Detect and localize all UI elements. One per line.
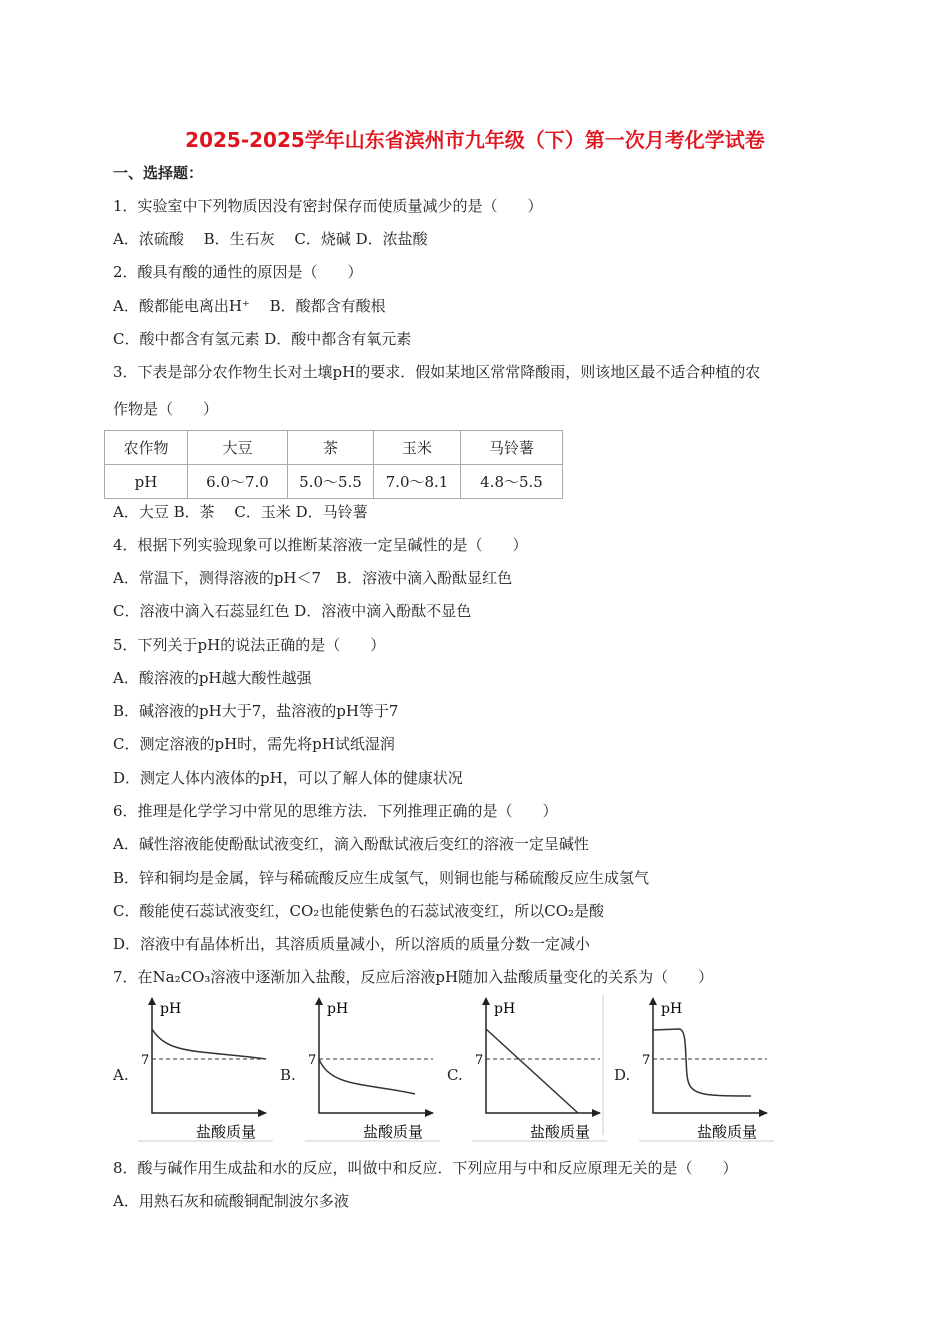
question-1: 1．实验室中下列物质因没有密封保存而使质量减少的是（ ） <box>113 197 543 215</box>
question-6-option-d: D．溶液中有晶体析出，其溶质质量减小，所以溶质的质量分数一定减小 <box>113 935 591 953</box>
table-cell: 4.8～5.5 <box>461 465 563 499</box>
question-3-cont: 作物是（ ） <box>113 400 219 418</box>
question-1-options: A．浓硫酸 B．生石灰 C．烧碱 D．浓盐酸 <box>113 230 428 248</box>
table-cell: 大豆 <box>188 431 288 465</box>
table-cell: 7.0～8.1 <box>374 465 461 499</box>
question-8-option-a: A．用熟石灰和硫酸铜配制波尔多液 <box>113 1192 349 1210</box>
curve <box>152 1029 266 1059</box>
table-cell: 茶 <box>288 431 374 465</box>
question-5-option-c: C．测定溶液的pH时，需先将pH试纸湿润 <box>113 735 395 753</box>
question-4-options-ab: A．常温下，测得溶液的pH＜7 B．溶液中滴入酚酞显红色 <box>113 569 513 587</box>
y-axis-label: pH <box>661 1001 683 1017</box>
x-axis-label: 盐酸质量 <box>697 1123 758 1141</box>
x-axis-label: 盐酸质量 <box>530 1123 591 1141</box>
question-4: 4．根据下列实验现象可以推断某溶液一定呈碱性的是（ ） <box>113 536 528 554</box>
table-cell: 玉米 <box>374 431 461 465</box>
question-2-options-ab: A．酸都能电离出H⁺ B．酸都含有酸根 <box>113 297 386 315</box>
question-7: 7．在Na₂CO₃溶液中逐渐加入盐酸，反应后溶液pH随加入盐酸质量变化的关系为（ ） <box>113 968 714 986</box>
section-heading: 一、选择题： <box>113 164 204 182</box>
question-6-option-a: A．碱性溶液能使酚酞试液变红，滴入酚酞试液后变红的溶液一定呈碱性 <box>113 835 589 853</box>
question-5-option-a: A．酸溶液的pH越大酸性越强 <box>113 669 312 687</box>
question-4-options-cd: C．溶液中滴入石蕊显红色 D．溶液中滴入酚酞不显色 <box>113 602 472 620</box>
table-cell: 农作物 <box>105 431 188 465</box>
question-5-option-d: D．测定人体内液体的pH，可以了解人体的健康状况 <box>113 769 463 787</box>
question-8: 8．酸与碱作用生成盐和水的反应，叫做中和反应．下列应用与中和反应原理无关的是（ ） <box>113 1159 738 1177</box>
x-axis-label: 盐酸质量 <box>363 1123 424 1141</box>
curve <box>653 1029 751 1096</box>
question-2: 2．酸具有酸的通性的原因是（ ） <box>113 263 363 281</box>
tick-7: 7 <box>141 1053 150 1068</box>
y-axis-label: pH <box>327 1001 349 1017</box>
graph-c <box>472 995 607 1143</box>
graph-option-a-label: A. <box>113 1066 129 1084</box>
graph-d <box>639 995 774 1143</box>
table-row <box>105 465 563 499</box>
tick-7: 7 <box>642 1053 651 1068</box>
question-3-options: A．大豆 B．茶 C．玉米 D．马铃薯 <box>113 503 368 521</box>
graph-option-b-label: B. <box>280 1066 296 1084</box>
tick-7: 7 <box>475 1053 484 1068</box>
table-cell: pH <box>105 465 188 499</box>
x-axis-label: 盐酸质量 <box>196 1123 257 1141</box>
question-2-options-cd: C．酸中都含有氢元素 D．酸中都含有氧元素 <box>113 330 412 348</box>
tick-7: 7 <box>308 1053 317 1068</box>
question-6-option-b: B．锌和铜均是金属，锌与稀硫酸反应生成氢气，则铜也能与稀硫酸反应生成氢气 <box>113 869 650 887</box>
curve <box>486 1029 578 1113</box>
crop-ph-table <box>104 430 563 499</box>
table-cell: 马铃薯 <box>461 431 563 465</box>
question-6: 6．推理是化学学习中常见的思维方法．下列推理正确的是（ ） <box>113 802 558 820</box>
graph-b <box>305 995 440 1143</box>
page-title: 2025-2025学年山东省滨州市九年级（下）第一次月考化学试卷 <box>185 128 765 152</box>
graph-a <box>138 995 273 1143</box>
graph-option-d-label: D. <box>614 1066 631 1084</box>
table-header-row <box>105 431 563 465</box>
question-5: 5．下列关于pH的说法正确的是（ ） <box>113 636 386 654</box>
graph-option-c-label: C. <box>447 1066 463 1084</box>
table-cell: 5.0～5.5 <box>288 465 374 499</box>
y-axis-label: pH <box>494 1001 516 1017</box>
question-3: 3．下表是部分农作物生长对土壤pH的要求．假如某地区常常降酸雨，则该地区最不适合种植的农 <box>113 363 761 381</box>
curve <box>319 1059 415 1094</box>
question-6-option-c: C．酸能使石蕊试液变红，CO₂也能使紫色的石蕊试液变红，所以CO₂是酸 <box>113 902 605 920</box>
question-5-option-b: B．碱溶液的pH大于7，盐溶液的pH等于7 <box>113 702 399 720</box>
y-axis-label: pH <box>160 1001 182 1017</box>
table-cell: 6.0～7.0 <box>188 465 288 499</box>
